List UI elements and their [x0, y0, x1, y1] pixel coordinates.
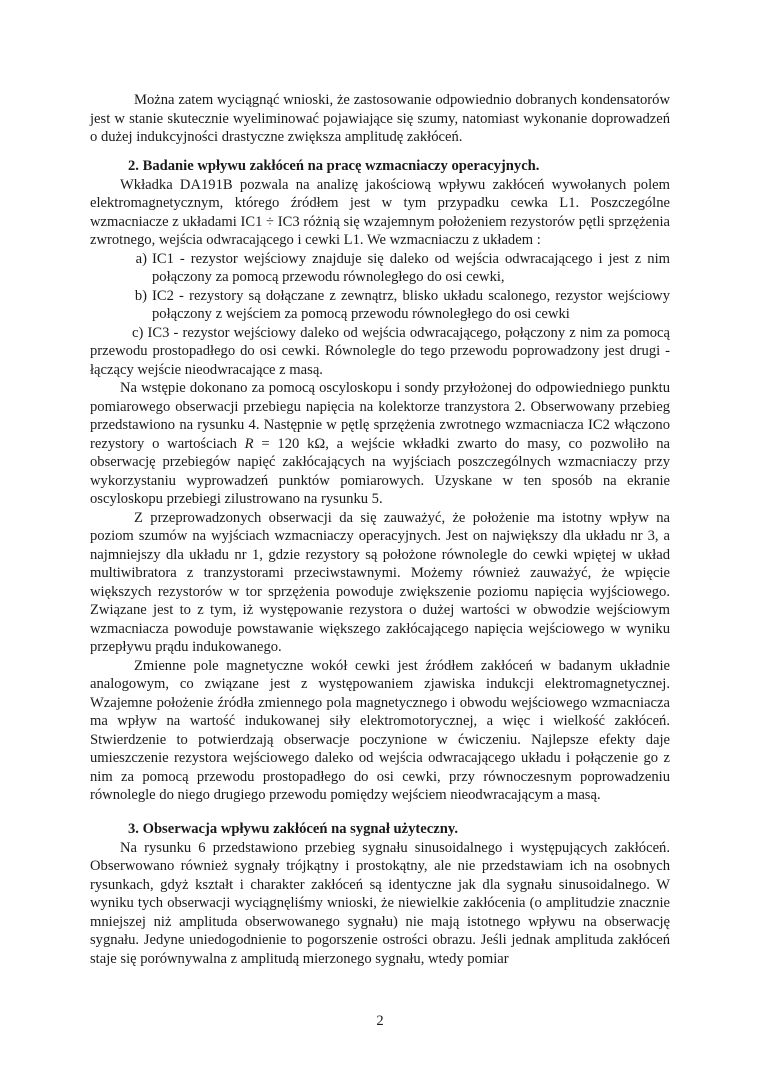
- list-item: [90, 287, 670, 324]
- list-item: [90, 250, 670, 287]
- resistance-symbol: R: [244, 435, 254, 452]
- paragraph-measurement: [90, 379, 670, 509]
- section-2: [90, 157, 670, 805]
- paragraph-text: Zmienne pole magnetyczne wokół cewki jest źródłem zakłóceń w badanym układnie analogowym, co związane jest z występowaniem zjawiska indukcji elektromagnetycznej. Wzajemne położenie źródła zmiennego pola magnetycznego i obwodu wejściowego wzmacniacza ma wpływ na wartość indukowanej siły elektromotorycznej, a więc i wielkość zakłóceń. Stwierdzenie to potwierdzają obserwacje poczynione w ćwiczeniu. Najlepsze efekty daje umieszczenie rezystora wejściowego daleko od wejścia odwracającego układu i połączenie go z nim za pomocą przewodu prostopadłego do osi cewki, przy równoczesnym poprowadzeniu równolegle do niego drugiego przewodu pomiędzy wejściem nieodwracającym a masą.: [90, 657, 670, 803]
- paragraph-text: Z przeprowadzonych obserwacji da się zauważyć, że położenie ma istotny wpływ na poziom szumów na wyjściach wzmacniaczy operacyjnych. Jest on największy dla układu nr 3, a najmniejszy dla układu nr 1, gdzie rezystory są położone równolegle do cewki wpiętej w układ multiwibratora z tranzystorami przeciwstawnymi. Możemy również zauważyć, że wpięcie większych rezystorów w tor sprzężenia powoduje zwiększenie poziomu napięcia wyjściowego. Związane jest to z tym, iż występowanie rezystora o dużej wartości w obwodzie wejściowym wzmacniacza powoduje powstawanie większego zakłócającego napięcia wejściowego w wyniku przepływu prądu indukowanego.: [90, 509, 670, 655]
- section-heading: 3. Obserwacja wpływu zakłóceń na sygnał użyteczny.: [128, 821, 458, 837]
- paragraph-text: Można zatem wyciągnąć wnioski, że zastosowanie odpowiednio dobranych kondensatorów jest w stanie skutecznie wyeliminować pojawiające się szumy, natomiast wykonanie doprowadzeń o dużej indukcyjności drastyczne zwiększa amplitudę zakłóceń.: [90, 92, 670, 145]
- paragraph-text: Na rysunku 6 przedstawiono przebieg sygnału sinusoidalnego i występujących zakłóceń. Obserwowano również sygnały trójkątny i prostokątny, ale nie przedstawiam ich na osobnych rysunkach, gdyż kształt i charakter zakłóceń są identyczne jak dla sygnału sinusoidalnego. W wyniku tych obserwacji wyciągnęliśmy wnioski, że niewielkie zakłócenia (o amplitudzie znacznie mniejszej niż amplituda obserwowanego sygnału) nie mają istotnego wpływu na obserwację sygnału. Jedyne uniedogodnienie to pogorszenie ostrości obrazu. Jeśli jednak amplituda zakłóceń staje się porównywalna z amplitudą mierzonego sygnału, wtedy pomiar: [90, 839, 670, 967]
- section-3: [90, 820, 670, 968]
- paragraph-text: Wkładka DA191B pozwala na analizę jakościową wpływu zakłóceń wywołanych polem elektromagnetycznym, którego źródłem jest w tym przypadku cewka L1. Poszczególne wzmacniacze z układami IC1 ÷ IC3 różnią się wzajemnym położeniem rezystorów pętli sprzężenia zwrotnego, wejścia odwracającego i cewki L1. We wzmacniaczu z układem :: [90, 176, 670, 248]
- amplifier-list: [90, 250, 670, 324]
- paragraph-text: Na wstępie dokonano za pomocą oscyloskopu i sondy przyłożonej do odpowiedniego punktu pomiarowego obserwacji przebiegu napięcia na kolektorze tranzystora 2. Obserwowany przebieg przedstawiono na rysunku 4. Następnie w pętlę sprzężenia zwrotnego wzmacniacza IC2 włączono rezystory o wartościach: [90, 380, 670, 452]
- list-item-text: IC1 - rezystor wejściowy znajduje się daleko od wejścia odwracającego i jest z nim połączony za pomocą przewodu równoległego do osi cewki,: [152, 250, 670, 285]
- list-marker: a): [135, 250, 147, 267]
- list-marker: b): [134, 287, 147, 304]
- list-item-c: [90, 324, 670, 380]
- list-item-text: IC2 - rezystory są dołączane z zewnątrz, blisko układu scalonego, rezystor wejściowy połączony z wejściem za pomocą przewodu równoległego do osi cewki: [152, 287, 670, 322]
- list-marker: c): [132, 324, 144, 341]
- paragraph-text: = 120 kΩ, a wejście wkładki zwarto do masy, co pozwoliło na obserwację przebiegów napięć zakłócających na wyjściach poszczególnych wzmacniaczy przy wykorzystaniu wyprowadzeń punktów pomiarowych. Uzyskane w ten sposób na ekranie oscyloskopu przebiegi zilustrowano na rysunku 5.: [90, 435, 670, 507]
- section-heading: 2. Badanie wpływu zakłóceń na pracę wzmacniaczy operacyjnych.: [128, 158, 540, 174]
- paragraph-conclusions: [90, 91, 670, 147]
- list-item-text: IC3 - rezystor wejściowy daleko od wejścia odwracającego, połączony z nim za pomocą przewodu prostopadłego do osi cewki. Równolegle do tego przewodu poprowadzony jest drugi - łączący wejście nieodwracające z masą.: [90, 324, 670, 378]
- page-number: 2: [376, 1013, 384, 1029]
